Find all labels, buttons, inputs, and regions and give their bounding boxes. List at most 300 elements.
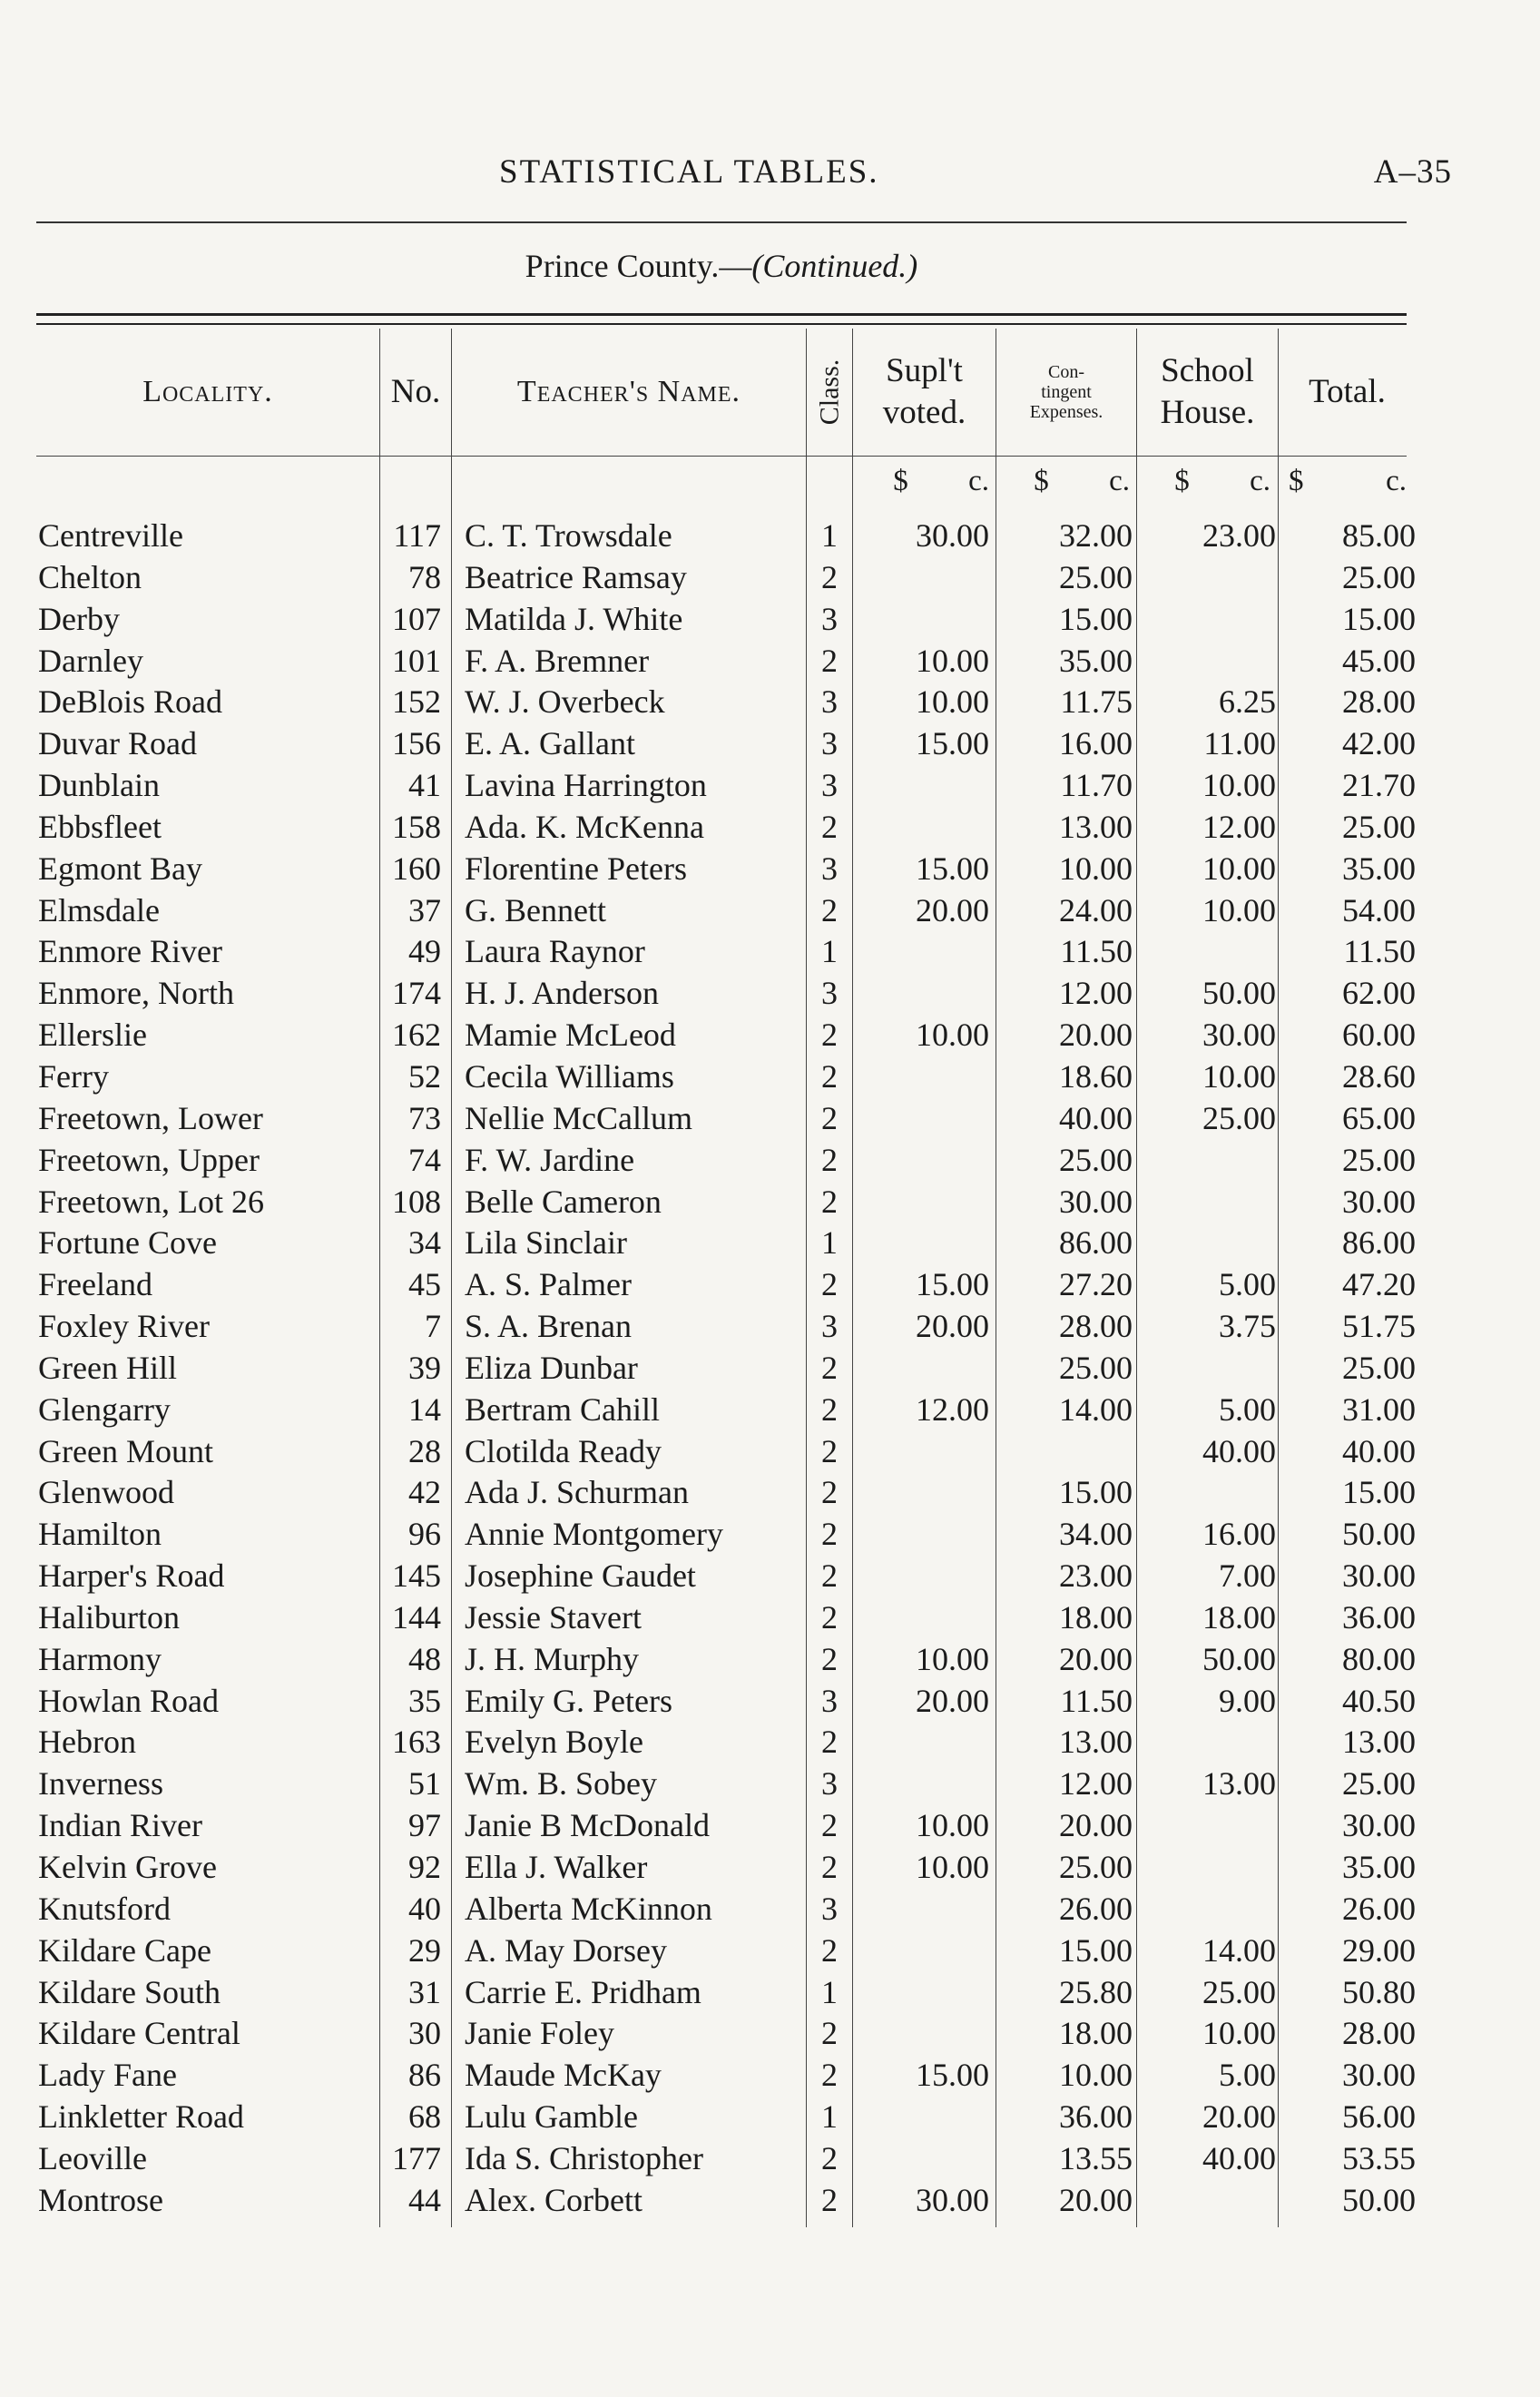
table-row <box>0 2013 1540 2055</box>
school-house-cell: 30.00 <box>1202 1017 1276 1054</box>
contingent-expenses-cell: 20.00 <box>1059 1017 1133 1054</box>
teacher-name-cell: Eliza Dunbar <box>465 1349 638 1386</box>
contingent-expenses-cell: 15.00 <box>1059 1931 1133 1969</box>
class-cell: 2 <box>821 1598 838 1636</box>
school-number-cell: 96 <box>408 1516 441 1553</box>
col-header-class <box>807 329 852 456</box>
table-row <box>0 1722 1540 1763</box>
supplement-voted-cell: 15.00 <box>916 850 989 887</box>
school-house-cell: 14.00 <box>1202 1931 1276 1969</box>
school-house-cell: 23.00 <box>1202 517 1276 554</box>
header-rule <box>36 221 1407 223</box>
table-row <box>0 1223 1540 1264</box>
teacher-name-cell: Ida S. Christopher <box>465 2139 703 2176</box>
teacher-name-cell: Janie Foley <box>465 2015 614 2052</box>
total-cell: 15.00 <box>1342 600 1416 637</box>
locality-cell: Glengarry <box>38 1390 171 1428</box>
subtitle-continued: (Continued.) <box>751 248 918 284</box>
table-row <box>0 1681 1540 1723</box>
cents-label: c. <box>968 465 989 497</box>
locality-cell: Chelton <box>38 558 142 595</box>
total-cell: 50.00 <box>1342 2181 1416 2218</box>
table-row <box>0 1889 1540 1930</box>
locality-cell: Harmony <box>38 1640 162 1677</box>
school-number-cell: 177 <box>392 2139 441 2176</box>
total-cell: 45.00 <box>1342 642 1416 679</box>
school-number-cell: 145 <box>392 1557 441 1595</box>
class-cell: 2 <box>821 1432 838 1469</box>
total-cell: 31.00 <box>1342 1390 1416 1428</box>
locality-cell: Knutsford <box>38 1890 171 1927</box>
total-cell: 15.00 <box>1342 1474 1416 1511</box>
col-header-total: Total. <box>1309 373 1386 410</box>
table-row <box>0 1472 1540 1514</box>
total-cell: 28.60 <box>1342 1057 1416 1095</box>
supplement-voted-cell: 30.00 <box>916 517 989 554</box>
school-house-cell: 10.00 <box>1202 891 1276 928</box>
school-number-cell: 40 <box>408 1890 441 1927</box>
teacher-name-cell: Wm. B. Sobey <box>465 1765 657 1803</box>
class-cell: 2 <box>821 1807 838 1844</box>
col-header-school-house <box>1137 329 1278 456</box>
teacher-name-cell: C. T. Trowsdale <box>465 517 672 554</box>
school-house-cell: 16.00 <box>1202 1516 1276 1553</box>
school-number-cell: 52 <box>408 1057 441 1095</box>
teacher-name-cell: Beatrice Ramsay <box>465 558 687 595</box>
school-number-cell: 37 <box>408 891 441 928</box>
locality-cell: Hebron <box>38 1724 136 1761</box>
school-house-cell: 10.00 <box>1202 2015 1276 2052</box>
class-cell: 1 <box>821 933 838 970</box>
class-cell: 2 <box>821 1640 838 1677</box>
teacher-name-cell: Alberta McKinnon <box>465 1890 712 1927</box>
table-row <box>0 1847 1540 1889</box>
class-cell: 3 <box>821 1890 838 1927</box>
total-cell: 85.00 <box>1342 517 1416 554</box>
school-house-cell: 12.00 <box>1202 808 1276 845</box>
total-cell: 35.00 <box>1342 850 1416 887</box>
school-house-cell: 13.00 <box>1202 1765 1276 1803</box>
table-row <box>0 723 1540 765</box>
table-row <box>0 849 1540 890</box>
teacher-name-cell: F. W. Jardine <box>465 1141 635 1178</box>
total-cell: 26.00 <box>1342 1890 1416 1927</box>
teacher-name-cell: Alex. Corbett <box>465 2181 642 2218</box>
table-row <box>0 1140 1540 1182</box>
total-cell: 54.00 <box>1342 891 1416 928</box>
table-row <box>0 1348 1540 1390</box>
col-header-contingent <box>996 329 1136 456</box>
total-cell: 51.75 <box>1342 1308 1416 1345</box>
total-cell: 35.00 <box>1342 1849 1416 1885</box>
total-cell: 56.00 <box>1342 2098 1416 2136</box>
table-row <box>0 1431 1540 1473</box>
units-total <box>1289 465 1407 498</box>
class-cell: 1 <box>821 2098 838 2136</box>
contingent-expenses-cell: 25.00 <box>1059 1849 1133 1885</box>
dollar-sign: $ <box>1289 465 1304 497</box>
locality-cell: Hamilton <box>38 1516 162 1553</box>
table-row <box>0 599 1540 641</box>
subtitle-county: Prince County.— <box>525 248 752 284</box>
teacher-name-cell: W. J. Overbeck <box>465 683 665 721</box>
locality-cell: Centreville <box>38 517 183 554</box>
contingent-expenses-cell: 10.00 <box>1059 2057 1133 2094</box>
teacher-name-cell: Bertram Cahill <box>465 1390 660 1428</box>
school-number-cell: 30 <box>408 2015 441 2052</box>
total-cell: 65.00 <box>1342 1099 1416 1136</box>
contingent-expenses-cell: 25.00 <box>1059 1141 1133 1178</box>
table-row <box>0 2138 1540 2180</box>
table-row <box>0 641 1540 683</box>
teacher-name-cell: A. May Dorsey <box>465 1931 667 1969</box>
class-cell: 2 <box>821 1183 838 1220</box>
total-cell: 50.80 <box>1342 1973 1416 2010</box>
total-cell: 30.00 <box>1342 2057 1416 2094</box>
locality-cell: Enmore River <box>38 933 222 970</box>
supplement-voted-cell: 20.00 <box>916 1682 989 1719</box>
school-house-cell: 10.00 <box>1202 767 1276 804</box>
school-number-cell: 35 <box>408 1682 441 1719</box>
contingent-expenses-cell: 32.00 <box>1059 517 1133 554</box>
school-house-cell: 25.00 <box>1202 1099 1276 1136</box>
contingent-expenses-cell: 12.00 <box>1059 1765 1133 1803</box>
contingent-expenses-cell: 11.50 <box>1060 1682 1133 1719</box>
contingent-expenses-cell: 13.00 <box>1059 1724 1133 1761</box>
contingent-expenses-cell: 18.00 <box>1059 2015 1133 2052</box>
contingent-line3: Expenses. <box>1029 402 1104 422</box>
house-line1: School <box>1161 352 1254 389</box>
teacher-name-cell: Emily G. Peters <box>465 1682 672 1719</box>
class-cell: 2 <box>821 1516 838 1553</box>
contingent-expenses-cell: 26.00 <box>1059 1890 1133 1927</box>
contingent-expenses-cell: 25.80 <box>1059 1973 1133 2010</box>
teacher-name-cell: Lulu Gamble <box>465 2098 638 2136</box>
class-cell: 3 <box>821 1682 838 1719</box>
total-cell: 62.00 <box>1342 975 1416 1012</box>
teacher-name-cell: Annie Montgomery <box>465 1516 723 1553</box>
table-row <box>0 1930 1540 1972</box>
class-cell: 2 <box>821 2057 838 2094</box>
locality-cell: Leoville <box>38 2139 147 2176</box>
teacher-name-cell: Lila Sinclair <box>465 1224 627 1262</box>
school-house-cell: 7.00 <box>1219 1557 1276 1595</box>
contingent-expenses-cell: 11.75 <box>1060 683 1133 721</box>
supplement-voted-cell: 10.00 <box>916 1849 989 1885</box>
school-house-cell: 10.00 <box>1202 850 1276 887</box>
contingent-expenses-cell: 14.00 <box>1059 1390 1133 1428</box>
locality-cell: Egmont Bay <box>38 850 202 887</box>
contingent-expenses-cell: 11.70 <box>1060 767 1133 804</box>
contingent-expenses-cell: 16.00 <box>1059 725 1133 762</box>
locality-cell: Foxley River <box>38 1308 210 1345</box>
supplement-voted-cell: 10.00 <box>916 1640 989 1677</box>
school-number-cell: 41 <box>408 767 441 804</box>
total-cell: 25.00 <box>1342 808 1416 845</box>
class-cell: 2 <box>821 2015 838 2052</box>
school-number-cell: 73 <box>408 1099 441 1136</box>
table-row <box>0 890 1540 932</box>
teacher-name-cell: E. A. Gallant <box>465 725 635 762</box>
total-cell: 13.00 <box>1342 1724 1416 1761</box>
teacher-name-cell: Josephine Gaudet <box>465 1557 696 1595</box>
contingent-expenses-cell: 34.00 <box>1059 1516 1133 1553</box>
school-house-cell: 5.00 <box>1219 1266 1276 1303</box>
table-row <box>0 1264 1540 1306</box>
table-row <box>0 1763 1540 1805</box>
school-number-cell: 97 <box>408 1807 441 1844</box>
class-cell: 2 <box>821 1724 838 1761</box>
total-cell: 25.00 <box>1342 1765 1416 1803</box>
school-number-cell: 117 <box>393 517 441 554</box>
school-number-cell: 51 <box>408 1765 441 1803</box>
supplement-voted-cell: 10.00 <box>916 1807 989 1844</box>
supplement-voted-cell: 20.00 <box>916 891 989 928</box>
table-row <box>0 765 1540 807</box>
contingent-expenses-cell: 36.00 <box>1059 2098 1133 2136</box>
school-number-cell: 68 <box>408 2098 441 2136</box>
school-house-cell: 40.00 <box>1202 1432 1276 1469</box>
school-house-cell: 40.00 <box>1202 2139 1276 2176</box>
teacher-name-cell: Florentine Peters <box>465 850 687 887</box>
teacher-name-cell: A. S. Palmer <box>465 1266 632 1303</box>
class-cell: 2 <box>821 1057 838 1095</box>
school-house-cell: 11.00 <box>1203 725 1276 762</box>
teacher-name-cell: Carrie E. Pridham <box>465 1973 701 2010</box>
supplement-voted-cell: 15.00 <box>916 1266 989 1303</box>
supplement-voted-cell: 10.00 <box>916 1017 989 1054</box>
locality-cell: Elmsdale <box>38 891 160 928</box>
contingent-expenses-cell: 11.50 <box>1060 933 1133 970</box>
school-number-cell: 174 <box>392 975 441 1012</box>
teacher-name-cell: Ada. K. McKenna <box>465 808 704 845</box>
contingent-expenses-cell: 25.00 <box>1059 1349 1133 1386</box>
table-row <box>0 2055 1540 2097</box>
class-cell: 2 <box>821 891 838 928</box>
teacher-name-cell: Matilda J. White <box>465 600 683 637</box>
table-row <box>0 1556 1540 1597</box>
table-row <box>0 1098 1540 1140</box>
locality-cell: Freetown, Lower <box>38 1099 263 1136</box>
locality-cell: Inverness <box>38 1765 163 1803</box>
table-row <box>0 1514 1540 1556</box>
contingent-line1: Con- <box>1048 362 1084 382</box>
school-number-cell: 44 <box>408 2181 441 2218</box>
teacher-name-cell: Lavina Harrington <box>465 767 707 804</box>
contingent-expenses-cell: 13.55 <box>1059 2139 1133 2176</box>
school-number-cell: 160 <box>392 850 441 887</box>
school-house-cell: 5.00 <box>1219 1390 1276 1428</box>
locality-cell: Ebbsfleet <box>38 808 162 845</box>
contingent-expenses-cell: 40.00 <box>1059 1099 1133 1136</box>
table-row <box>0 2097 1540 2138</box>
table-body <box>0 516 1540 2222</box>
supplement-voted-cell: 15.00 <box>916 2057 989 2094</box>
school-number-cell: 163 <box>392 1724 441 1761</box>
table-row <box>0 973 1540 1015</box>
school-number-cell: 78 <box>408 558 441 595</box>
total-cell: 30.00 <box>1342 1557 1416 1595</box>
class-cell: 2 <box>821 1557 838 1595</box>
house-line2: House. <box>1160 394 1255 431</box>
table-top-rule <box>36 313 1407 325</box>
contingent-expenses-cell: 15.00 <box>1059 600 1133 637</box>
class-cell: 2 <box>821 1017 838 1054</box>
contingent-expenses-cell: 20.00 <box>1059 1640 1133 1677</box>
supplement-voted-cell: 12.00 <box>916 1390 989 1428</box>
school-number-cell: 74 <box>408 1141 441 1178</box>
teacher-name-cell: Ella J. Walker <box>465 1849 648 1885</box>
teacher-name-cell: Laura Raynor <box>465 933 645 970</box>
table-row <box>0 1056 1540 1098</box>
contingent-expenses-cell: 23.00 <box>1059 1557 1133 1595</box>
school-number-cell: 29 <box>408 1931 441 1969</box>
contingent-expenses-cell: 10.00 <box>1059 850 1133 887</box>
class-cell: 2 <box>821 2139 838 2176</box>
total-cell: 11.50 <box>1343 933 1416 970</box>
school-number-cell: 107 <box>392 600 441 637</box>
contingent-expenses-cell: 15.00 <box>1059 1474 1133 1511</box>
school-number-cell: 39 <box>408 1349 441 1386</box>
school-number-cell: 49 <box>408 933 441 970</box>
school-number-cell: 28 <box>408 1432 441 1469</box>
total-cell: 25.00 <box>1342 1141 1416 1178</box>
total-cell: 29.00 <box>1342 1931 1416 1969</box>
locality-cell: Montrose <box>38 2181 163 2218</box>
class-cell: 1 <box>821 1973 838 2010</box>
table-row <box>0 1972 1540 2014</box>
class-cell: 2 <box>821 808 838 845</box>
school-house-cell: 18.00 <box>1202 1598 1276 1636</box>
locality-cell: Kelvin Grove <box>38 1849 217 1885</box>
school-house-cell: 9.00 <box>1219 1682 1276 1719</box>
locality-cell: Glenwood <box>38 1474 174 1511</box>
supplement-line2: voted. <box>882 394 966 431</box>
contingent-expenses-cell: 28.00 <box>1059 1308 1133 1345</box>
school-number-cell: 34 <box>408 1224 441 1262</box>
total-cell: 47.20 <box>1342 1266 1416 1303</box>
class-cell: 3 <box>821 725 838 762</box>
contingent-expenses-cell: 27.20 <box>1059 1266 1133 1303</box>
contingent-expenses-cell: 30.00 <box>1059 1183 1133 1220</box>
locality-cell: Ferry <box>38 1057 109 1095</box>
class-cell: 2 <box>821 1099 838 1136</box>
total-cell: 50.00 <box>1342 1516 1416 1553</box>
supplement-voted-cell: 30.00 <box>916 2181 989 2218</box>
teacher-name-cell: Nellie McCallum <box>465 1099 692 1136</box>
total-cell: 28.00 <box>1342 2015 1416 2052</box>
supplement-voted-cell: 10.00 <box>916 642 989 679</box>
class-cell: 2 <box>821 1849 838 1885</box>
col-header-no: No. <box>390 373 441 410</box>
col-header-supplement <box>853 329 996 456</box>
teacher-name-cell: Mamie McLeod <box>465 1017 676 1054</box>
contingent-expenses-cell: 20.00 <box>1059 2181 1133 2218</box>
school-number-cell: 48 <box>408 1640 441 1677</box>
school-house-cell: 50.00 <box>1202 975 1276 1012</box>
teacher-name-cell: F. A. Bremner <box>465 642 650 679</box>
supplement-voted-cell: 20.00 <box>916 1308 989 1345</box>
school-house-cell: 5.00 <box>1219 2057 1276 2094</box>
school-number-cell: 31 <box>408 1973 441 2010</box>
dollar-sign: $ <box>893 465 908 497</box>
table-row <box>0 682 1540 723</box>
locality-cell: Linkletter Road <box>38 2098 244 2136</box>
total-cell: 40.50 <box>1342 1682 1416 1719</box>
school-number-cell: 45 <box>408 1266 441 1303</box>
teacher-name-cell: Ada J. Schurman <box>465 1474 689 1511</box>
teacher-name-cell: Janie B McDonald <box>465 1807 710 1844</box>
locality-cell: Indian River <box>38 1807 202 1844</box>
school-house-cell: 50.00 <box>1202 1640 1276 1677</box>
class-cell: 3 <box>821 600 838 637</box>
total-cell: 80.00 <box>1342 1640 1416 1677</box>
table-row <box>0 1306 1540 1348</box>
class-cell: 2 <box>821 1266 838 1303</box>
locality-cell: Dunblain <box>38 767 160 804</box>
locality-cell: Kildare Central <box>38 2015 240 2052</box>
dollar-sign: $ <box>1034 465 1049 497</box>
contingent-expenses-cell: 13.00 <box>1059 808 1133 845</box>
class-cell: 2 <box>821 558 838 595</box>
school-house-cell: 10.00 <box>1202 1057 1276 1095</box>
total-cell: 36.00 <box>1342 1598 1416 1636</box>
total-cell: 30.00 <box>1342 1807 1416 1844</box>
locality-cell: Fortune Cove <box>38 1224 217 1262</box>
cents-label: c. <box>1109 465 1130 497</box>
school-house-cell: 6.25 <box>1219 683 1276 721</box>
header-bottom-rule <box>36 456 1407 457</box>
teacher-name-cell: Evelyn Boyle <box>465 1724 643 1761</box>
table-row <box>0 1597 1540 1639</box>
total-cell: 86.00 <box>1342 1224 1416 1262</box>
school-number-cell: 158 <box>392 808 441 845</box>
table-row <box>0 1182 1540 1223</box>
cents-label: c. <box>1386 465 1407 497</box>
table-row <box>0 931 1540 973</box>
locality-cell: Green Mount <box>38 1432 213 1469</box>
contingent-expenses-cell: 20.00 <box>1059 1807 1133 1844</box>
locality-cell: Lady Fane <box>38 2057 177 2094</box>
total-cell: 28.00 <box>1342 683 1416 721</box>
school-number-cell: 14 <box>408 1390 441 1428</box>
page-title: STATISTICAL TABLES. <box>499 153 879 191</box>
teacher-name-cell: H. J. Anderson <box>465 975 659 1012</box>
class-cell: 3 <box>821 683 838 721</box>
school-house-cell: 3.75 <box>1219 1308 1276 1345</box>
dollar-sign: $ <box>1174 465 1190 497</box>
locality-cell: Enmore, North <box>38 975 234 1012</box>
locality-cell: Kildare South <box>38 1973 221 2010</box>
locality-cell: Darnley <box>38 642 143 679</box>
page-number: A–35 <box>1373 153 1452 191</box>
supplement-voted-cell: 10.00 <box>916 683 989 721</box>
locality-cell: Duvar Road <box>38 725 197 762</box>
total-cell: 40.00 <box>1342 1432 1416 1469</box>
total-cell: 21.70 <box>1342 767 1416 804</box>
class-cell: 2 <box>821 1390 838 1428</box>
school-number-cell: 101 <box>392 642 441 679</box>
table-row <box>0 557 1540 599</box>
teacher-name-cell: Clotilda Ready <box>465 1432 662 1469</box>
total-cell: 42.00 <box>1342 725 1416 762</box>
class-cell: 2 <box>821 1349 838 1386</box>
locality-cell: Freetown, Upper <box>38 1141 260 1178</box>
locality-cell: Harper's Road <box>38 1557 225 1595</box>
locality-cell: DeBlois Road <box>38 683 222 721</box>
school-number-cell: 86 <box>408 2057 441 2094</box>
locality-cell: Ellerslie <box>38 1017 147 1054</box>
